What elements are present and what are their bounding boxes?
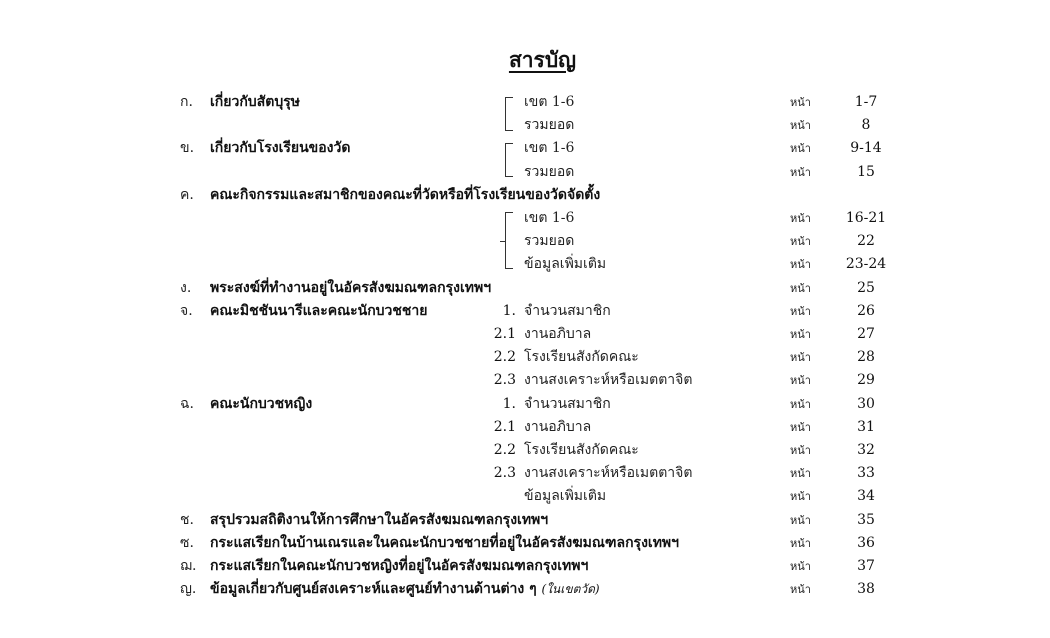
toc-row-page-word: หน้า — [790, 536, 811, 550]
toc-row-page-number: 28 — [857, 349, 875, 366]
toc-row-page-word: หน้า — [790, 235, 811, 249]
toc-row-heading: พระสงฆ์ที่ทำงานอยู่ในอัครสังฆมณฑลกรุงเทพฯ — [210, 279, 492, 296]
toc-row-heading: สรุปรวมสถิติงานให้การศึกษาในอัครสังฆมณฑลกรุงเทพฯ — [210, 511, 549, 528]
toc-row-sublabel: งานสงเคราะห์หรือเมตตาจิต — [524, 372, 693, 389]
toc-row-page-number: 33 — [857, 465, 875, 482]
toc-row — [0, 277, 1050, 300]
toc-row-sublabel: เขต 1-6 — [524, 210, 575, 226]
toc-row-heading-note: (ในเขตวัด) — [541, 582, 600, 597]
toc-row-page-word: หน้า — [790, 513, 811, 527]
toc-row — [0, 300, 1050, 323]
toc-row-sublabel: เขต 1-6 — [524, 140, 575, 157]
toc-row — [0, 137, 1050, 160]
toc-row-subnumber: 1. — [502, 395, 516, 412]
toc-row-subnumber: 2.2 — [493, 349, 516, 366]
toc-row-page-word: หน้า — [790, 467, 811, 481]
toc-row-sublabel: รวมยอด — [524, 233, 575, 250]
toc-row — [0, 578, 1050, 601]
toc-row-subnumber: 2.2 — [493, 442, 516, 458]
toc-row — [0, 532, 1050, 555]
toc-row-page-word: หน้า — [790, 281, 811, 295]
toc-row-letter: ง. — [180, 279, 192, 296]
toc-row-sublabel: โรงเรียนสังกัดคณะ — [524, 442, 639, 458]
toc-row — [0, 439, 1050, 462]
toc-row — [0, 114, 1050, 137]
toc-row-page-word: หน้า — [790, 397, 811, 411]
toc-row-subnumber: 1. — [502, 302, 516, 319]
toc-row — [0, 161, 1050, 184]
toc-row — [0, 230, 1050, 253]
toc-row-letter: ข. — [180, 140, 195, 157]
toc-row-page-number: 25 — [857, 279, 875, 296]
toc-row — [0, 485, 1050, 508]
toc-row-page-number: 29 — [857, 372, 875, 389]
toc-row-heading: เกี่ยวกับสัตบุรุษ — [210, 94, 300, 110]
toc-row-page-word: หน้า — [790, 560, 811, 573]
toc-row-sublabel: จำนวนสมาชิก — [524, 395, 611, 412]
toc-row — [0, 323, 1050, 346]
toc-row-sublabel: รวมยอด — [524, 163, 575, 180]
toc-row-page-word: หน้า — [790, 96, 811, 109]
toc-row-page-number: 27 — [857, 326, 875, 342]
toc-row — [0, 462, 1050, 485]
toc-row-sublabel: งานอภิบาล — [524, 326, 592, 342]
toc-row-heading: ข้อมูลเกี่ยวกับศูนย์สงเคราะห์และศูนย์ทำงานด้านต่าง ๆ (ในเขตวัด) — [210, 581, 600, 598]
toc-row-page-word: หน้า — [790, 351, 811, 365]
toc-row-page-number: 15 — [857, 163, 875, 180]
toc-row — [0, 91, 1050, 114]
toc-row-sublabel: งานสงเคราะห์หรือเมตตาจิต — [524, 465, 693, 482]
toc-row-page-word: หน้า — [790, 420, 811, 434]
toc-row-page-number: 26 — [857, 302, 875, 319]
toc-row-subnumber: 2.1 — [493, 326, 516, 342]
toc-row-page-word: หน้า — [790, 490, 811, 504]
toc-row-page-word: หน้า — [790, 258, 811, 272]
toc-row — [0, 184, 1050, 207]
toc-row-heading: กระแสเรียกในคณะนักบวชหญิงที่อยู่ในอัครสังฆมณฑลกรุงเทพฯ — [210, 558, 589, 574]
toc-row-page-word: หน้า — [790, 444, 811, 457]
toc-row-subnumber: 2.3 — [493, 465, 516, 482]
toc-row-letter: ค. — [180, 186, 194, 203]
toc-row-page-word: หน้า — [790, 142, 811, 156]
toc-row-page-number: 8 — [861, 117, 871, 134]
toc-row — [0, 555, 1050, 578]
toc-row-page-word: หน้า — [790, 212, 811, 225]
toc-row-letter: ช. — [180, 511, 194, 528]
toc-row-page-number: 35 — [857, 511, 875, 528]
toc-row — [0, 253, 1050, 276]
toc-row-page-number: 31 — [857, 418, 875, 435]
toc-row-page-number: 34 — [857, 488, 875, 505]
toc-row — [0, 369, 1050, 392]
toc-row-page-number: 1-7 — [854, 94, 878, 110]
toc-row-page-number: 32 — [857, 442, 875, 458]
toc-row-heading: คณะนักบวชหญิง — [210, 395, 313, 412]
toc-row-page-word: หน้า — [790, 583, 811, 597]
toc-row-heading: คณะกิจกรรมและสมาชิกของคณะที่วัดหรือที่โรงเรียนของวัดจัดตั้ง — [210, 186, 601, 203]
toc-row-letter: ฉ. — [180, 395, 194, 412]
toc-row-page-number: 30 — [857, 395, 875, 412]
toc-row — [0, 207, 1050, 230]
toc-row-page-word: หน้า — [790, 374, 811, 388]
toc-row-sublabel: รวมยอด — [524, 117, 575, 134]
toc-row-page-number: 22 — [857, 233, 875, 250]
toc-row-page-number: 38 — [857, 581, 875, 598]
toc-row-letter: ซ. — [180, 534, 194, 551]
toc-row-heading: เกี่ยวกับโรงเรียนของวัด — [210, 140, 351, 157]
toc-row-sublabel: โรงเรียนสังกัดคณะ — [524, 349, 639, 366]
toc-row-page-word: หน้า — [790, 304, 811, 318]
toc-row-page-word: หน้า — [790, 119, 811, 133]
toc-row-subnumber: 2.3 — [493, 372, 516, 389]
toc-row-heading: คณะมิชชันนารีและคณะนักบวชชาย — [210, 302, 428, 319]
toc-row-letter: ก. — [180, 94, 193, 110]
toc-row — [0, 416, 1050, 439]
toc-row-letter: จ. — [180, 302, 193, 319]
toc-row-heading: กระแสเรียกในบ้านเณรและในคณะนักบวชชายที่อยู่ในอัครสังฆมณฑลกรุงเทพฯ — [210, 534, 680, 551]
toc-row — [0, 393, 1050, 416]
toc-row-sublabel: จำนวนสมาชิก — [524, 302, 611, 319]
page-title: สารบัญ — [508, 47, 577, 72]
toc-row-subnumber: 2.1 — [493, 418, 516, 435]
toc-row-sublabel: งานอภิบาล — [524, 418, 592, 435]
toc-row — [0, 346, 1050, 369]
toc-row-letter: ญ. — [180, 581, 197, 598]
toc-row — [0, 509, 1050, 532]
toc-row-sublabel: ข้อมูลเพิ่มเติม — [524, 256, 607, 273]
toc-row-sublabel: เขต 1-6 — [524, 94, 575, 110]
toc-row-page-number: 16-21 — [845, 210, 887, 226]
toc-row-page-number: 37 — [857, 558, 875, 574]
toc-row-page-word: หน้า — [790, 328, 811, 341]
toc-row-page-word: หน้า — [790, 165, 811, 179]
toc-row-page-number: 36 — [857, 534, 875, 551]
toc-row-letter: ฌ. — [180, 558, 197, 574]
toc-row-sublabel: ข้อมูลเพิ่มเติม — [524, 488, 607, 505]
toc-row-page-number: 9-14 — [850, 140, 882, 157]
toc-row-page-number: 23-24 — [845, 256, 887, 273]
